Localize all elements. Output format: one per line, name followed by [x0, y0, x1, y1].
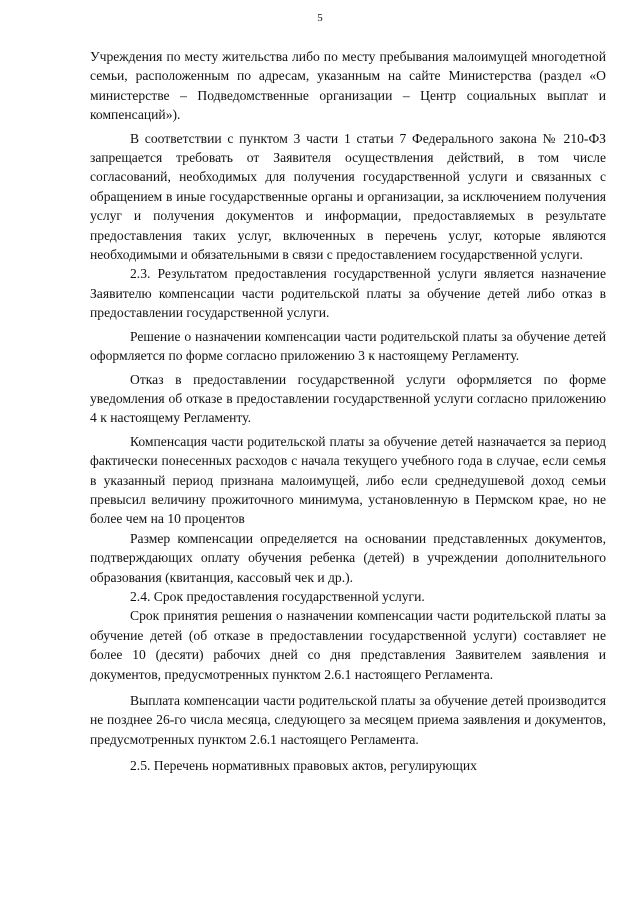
paragraph-2-4-term: 2.4. Срок предоставления государственной услуги.	[130, 588, 425, 604]
paragraph-law-210fz: В соответствии с пунктом 3 части 1 статьи 7 Федерального закона № 210-ФЗ запрещается требовать от Заявителя осуществления действий, в том числе согласований, необходимых для получения государственной услуги и связанных с обращением в иные государственные органы и организации, за исключением получения услуг и получения документов и информации, предоставляемых в результате предоставления таких услуг, включенных в перечень услуг, которые являются необходимыми и обязательными в связи с предоставлением государственной услуги.	[90, 130, 606, 263]
page-number: 5	[317, 12, 323, 24]
paragraph-refusal-form: Отказ в предоставлении государственной услуги оформляется по форме уведомления об отказе в предоставлении государственной услуги согласно приложению 4 к настоящему Регламенту.	[90, 371, 606, 426]
paragraph-payment-term: Выплата компенсации части родительской платы за обучение детей производится не позднее 26-го числа месяца, следующего за месяцем приема заявления и документов, предусмотренных пунктом 2.6.1 настоящего Регламента.	[90, 693, 606, 747]
paragraph-decision-term: Срок принятия решения о назначении компенсации части родительской платы за обучение детей (об отказе в предоставлении государственной услуги) составляет не более 10 (десяти) рабочих дней со дня представления Заявителем заявления и документов, предусмотренных пунктом 2.6.1 настоящего Регламента.	[90, 608, 606, 682]
paragraph-2-3-result: 2.3. Результатом предоставления государственной услуги является назначение Заявителю компенсации части родительской платы за обучение детей либо отказ в предоставлении государственной услуги.	[90, 266, 606, 321]
document-body	[90, 47, 606, 776]
paragraph-compensation-period: Компенсация части родительской платы за обучение детей назначается за период фактически понесенных расходов с начала текущего учебного года в случае, если семья в указанный период признана малоимущей, либо если среднедушевой доход семьи превысил величину прожиточного минимума, установленную в Пермском крае, но не более чем на 10 процентов	[90, 433, 606, 527]
paragraph-compensation-amount: Размер компенсации определяется на основании представленных документов, подтверждающих оплату обучения ребенка (детей) в учреждении дополнительного образования (квитанция, кассовый чек и др.).	[90, 530, 606, 585]
paragraph-decision-form: Решение о назначении компенсации части родительской платы за обучение детей оформляется по форме согласно приложению 3 к настоящему Регламенту.	[90, 328, 606, 364]
paragraph-2-5-legal-acts: 2.5. Перечень нормативных правовых актов, регулирующих	[130, 758, 477, 774]
paragraph-institution-address: Учреждения по месту жительства либо по месту пребывания малоимущей многодетной семьи, расположенным по адресам, указанным на сайте Министерства (раздел «О министерстве – Подведомственные организации – Центр социальных выплат и компенсаций»).	[90, 49, 606, 123]
